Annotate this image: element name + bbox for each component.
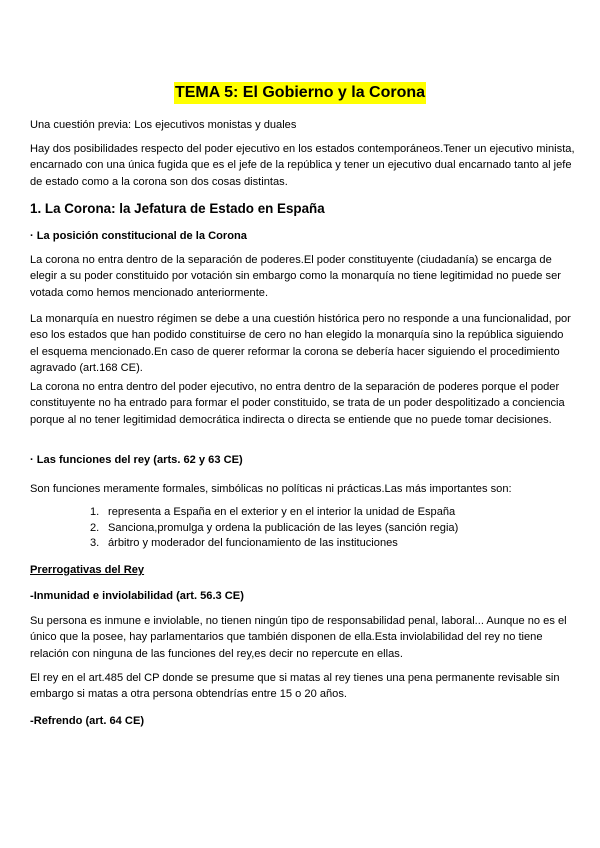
list-text: Sanciona,promulga y ordena la publicación de las leyes (sanción regia) <box>108 521 459 534</box>
refrendo-heading: -Refrendo (art. 64 CE) <box>30 715 145 727</box>
list-text: árbitro y moderador del funcionamiento de las instituciones <box>108 537 398 550</box>
subsection-heading-functions: · Las funciones del rey (arts. 62 y 63 CE) <box>30 454 243 466</box>
title-wrap <box>0 82 600 104</box>
functions-list <box>30 505 575 552</box>
list-item <box>30 521 575 537</box>
immunity-paragraph-1: Su persona es inmune e inviolable, no tienen ningún tipo de responsabilidad penal, laboral... Aunque no es el único que la posee, hay parlamentarios que también disponen de ella.Esta inviolabilidad del rey no tiene relación con ninguna de las funciones del rey,es decir no repercute en ellas. <box>30 615 567 660</box>
list-number: 3. <box>90 537 100 550</box>
section-heading: 1. La Corona: la Jefatura de Estado en España <box>30 201 325 216</box>
functions-intro: Son funciones meramente formales, simbólicas no políticas ni prácticas.Las más importantes son: <box>30 483 512 495</box>
prerogatives-heading: Prerrogativas del Rey <box>30 564 145 576</box>
list-item <box>30 505 575 521</box>
list-text: representa a España en el exterior y en el interior la unidad de España <box>108 506 456 518</box>
position-paragraph-1: La corona no entra dentro de la separación de poderes.El poder constituyente (ciudadanía) se encarga de elegir a su poder constituido por votación sin embargo como la monarquía no tiene legitimidad no puede ser votada como hemos mencionado anteriormente. <box>30 254 561 299</box>
list-item <box>30 536 575 552</box>
immunity-heading: -Inmunidad e inviolabilidad (art. 56.3 CE) <box>30 590 244 602</box>
position-paragraph-3: La corona no entra dentro del poder ejecutivo, no entra dentro de la separación de poderes porque el poder constituyente no ha entrado para formar el poder constituido, se trata de un poder despolitizado a conciencia porque al no tener legitimidad democrática indirecta o directa se entiende que no puede tomar decisiones. <box>30 381 565 426</box>
intro-line: Una cuestión previa: Los ejecutivos monistas y duales <box>30 119 297 131</box>
page-title: TEMA 5: El Gobierno y la Corona <box>174 82 426 104</box>
list-number: 2. <box>90 521 100 534</box>
list-number: 1. <box>90 506 100 518</box>
immunity-paragraph-2: El rey en el art.485 del CP donde se presume que si matas al rey tienes una pena permanente revisable sin embargo si matas a otra persona obtendrías entre 15 o 20 años. <box>30 672 560 701</box>
position-paragraph-2: La monarquía en nuestro régimen se debe a una cuestión histórica pero no responde a una funcionalidad, por eso los estados que han podido constituirse de cero no han elegido la monarquía sino la república siguiendo el esquema mencionado.En caso de querer reformar la corona se debería hacer siguiendo el procedimiento agravado (art.168 CE). <box>30 313 571 375</box>
intro-paragraph: Hay dos posibilidades respecto del poder ejecutivo en los estados contemporáneos.Tener un ejecutivo minista, encarnado con una única fugida que es el jefe de la república y tener un ejecutivo dual encarnado tanto al jefe de estado como a la corona son dos cosas distintas. <box>30 143 575 188</box>
subsection-heading-position: · La posición constitucional de la Corona <box>30 230 247 242</box>
